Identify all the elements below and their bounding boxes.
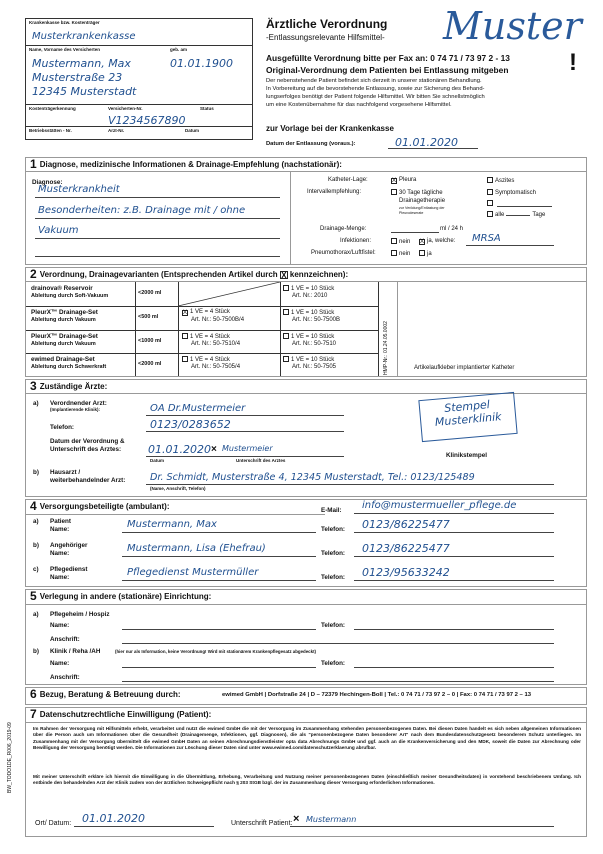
stamp-line-2: Musterklinik [434, 410, 503, 429]
diagnose-value-1[interactable]: Musterkrankheit [38, 184, 120, 195]
verordnender-arzt-sub: (Implantierende Klinik): [50, 407, 101, 412]
hmp-number: HMP-Nr.: 01.24.05.0002 [383, 321, 389, 375]
pneumothorax-nein-checkbox[interactable]: nein [391, 250, 410, 258]
drainage-product-name: PleurX™ Drainage-Set [31, 333, 98, 340]
intro-text-4: um eine Kostenübernahme für das nachfolgend vorgesehene Hilfsmittel. [266, 102, 452, 108]
variant-10-checkbox[interactable]: 1 VE = 10 Stück [283, 333, 334, 341]
s4-row-telefon-value[interactable]: 0123/95633242 [362, 566, 450, 579]
kk-value[interactable]: Musterkrankenkasse [32, 31, 136, 42]
s4-row-name-label: Name: [50, 526, 70, 533]
pneumothorax-label: Pneumothorax/Luftfistel: [311, 250, 376, 256]
klinik-reha-small: (hier nur als Information, keine Verordnung! Wird mit stationärem Krankenpflegesatz abgedeckt) [115, 649, 316, 654]
s4-row-role: Angehöriger [50, 542, 88, 549]
s4-row-name-value[interactable]: Mustermann, Max [127, 519, 217, 530]
kk-label: Krankenkasse bzw. Kostenträger [29, 20, 100, 25]
drainage-volume: <1000 ml [138, 338, 162, 344]
s3-b-index: b) [33, 469, 39, 476]
datum-verordnung-label-2: Unterschrift des Arztes: [50, 446, 122, 453]
s4-row-name-label: Name: [50, 574, 70, 581]
form-subtitle: -Entlassungsrelevante Hilfsmittel- [266, 33, 385, 42]
s4-row-telefon-value[interactable]: 0123/86225477 [362, 542, 450, 555]
s5a-telefon-label: Telefon: [321, 622, 346, 629]
section-4-title: 4 Versorgungsbeteiligte (ambulant): [30, 499, 170, 513]
s4-row-telefon-label: Telefon: [321, 550, 346, 557]
ewimed-contact: ewimed GmbH | Dorfstraße 24 | D – 72379 Hechingen-Boll | Tel.: 0 74 71 / 73 97 2 – 0 | Fax: 0 74 71 / 73 97 2 – 13 [222, 692, 532, 698]
unterschrift-small: Unterschrift des Arztes [236, 458, 286, 463]
variant-4-checkbox[interactable]: 1 VE = 4 Stück [182, 356, 230, 364]
arzt-label: Arzt-Nr. [108, 128, 125, 133]
s3-telefon-value[interactable]: 0123/0283652 [150, 418, 231, 431]
datenschutz-paragraph-1: Im Rahmen der Versorgung mit Hilfsmitteln erhebt, verarbeitet und nutzt die ewimed GmbH die mit der Versorgung im Zusammenhang stehenden personenbezogenen Daten. Bei diesen Daten handelt es sich neben allgemeinen Informationen über die Person auch um Informationen über die Gesundheit (Drainagemenge, Infektionen, ggf. Diagnosen), die als "personenbezogene Daten besonderer Art" nach dem Bundesdatenschutzgesetz besonderem Schutz unterliegen. Im Zusammenhang mit der Versorgung übermittelt die ewimed GmbH Daten an seinen Abrechnungsdienstleister opta data Abrechnungs GmbH und ggf. auch an die Krankenversicherung und den MDK, soweit die Daten zur Abrechnung oder Bewilligung der Versorgung benötigt werden. Die Informationen zur Löschung dieser Daten sind unter www.ewimed.com/datenschutzerklaerung abrufbar. [33, 726, 581, 751]
verordnender-arzt-label: Verordnender Arzt: [50, 400, 107, 407]
diagnose-label: Diagnose: [32, 179, 63, 186]
s5a-name-label: Name: [50, 622, 70, 629]
s5-a-index: a) [33, 611, 39, 618]
section-2-title: 2 Verordnung, Drainagevarianten (Entsprechenden Artikel durch X kennzeichnen): [30, 267, 349, 281]
vnr-label: Versicherten-Nr. [108, 106, 143, 111]
drainage-menge-unit: ml / 24 h [440, 226, 464, 232]
intro-text-2: In Vorbereitung auf die bevorstehende Entlassung, sowie zur Sicherung des Behand- [266, 86, 485, 92]
aufkleber-box [397, 282, 587, 377]
variant-4-artnr: Art. Nr.: 50-7510/4 [191, 341, 241, 347]
entlassung-label: Datum der Entlassung (voraus.): [266, 141, 356, 147]
status-label: Status [200, 106, 214, 111]
datum-label: Datum [185, 128, 200, 133]
infektionen-label: Infektionen: [340, 238, 372, 244]
drainage-product-sub: Ableitung durch Vakuum [31, 317, 96, 323]
variant-10-checkbox[interactable]: 1 VE = 10 Stück [283, 356, 334, 364]
pneumothorax-ja-checkbox[interactable]: ja [419, 250, 432, 258]
name-value[interactable]: Mustermann, Max [32, 57, 131, 70]
variant-4-artnr: Art. Nr.: 50-7500B/4 [191, 317, 245, 323]
tage30-checkbox[interactable]: 30 Tage tägliche [391, 189, 443, 197]
s5b-anschrift-label: Anschrift: [50, 674, 80, 681]
kt-label: Kostenträgerkennung [29, 106, 76, 111]
unterschrift-patient-label: Unterschrift Patient: [231, 820, 293, 827]
klinik-stamp [418, 392, 517, 442]
variant-4-artnr: Art. Nr.: 50-7505/4 [191, 364, 241, 370]
drainage-volume: <2000 ml [138, 290, 162, 296]
klinik-reha-label: Klinik / Reha /AH [50, 648, 101, 655]
hausarzt-value[interactable]: Dr. Schmidt, Musterstraße 4, 12345 Musterstadt, Tel.: 0123/125489 [150, 472, 475, 483]
entlassung-value[interactable]: 01.01.2020 [395, 136, 458, 149]
blank-checkbox[interactable] [487, 200, 495, 208]
s4-row-telefon-label: Telefon: [321, 574, 346, 581]
email-label: E-Mail: [321, 507, 342, 514]
s4-row-name-value[interactable]: Pflegedienst Mustermüller [127, 567, 259, 578]
s3-telefon-label: Telefon: [50, 424, 75, 431]
s4-row-role: Pflegedienst [50, 566, 88, 573]
datum-verordnung-value[interactable]: 01.01.2020 [148, 443, 211, 456]
pflegeheim-label: Pflegeheim / Hospiz [50, 611, 110, 618]
infektion-ja-checkbox[interactable]: X ja, welche: [420, 238, 456, 245]
aufkleber-label: Artikelaufkleber implantierter Katheter [414, 365, 515, 371]
pleura-checkbox[interactable]: X Pleura [392, 177, 417, 184]
infektion-nein-checkbox[interactable]: nein [391, 238, 410, 246]
muster-watermark: Muster [443, 4, 582, 48]
section-1-title: 1 Diagnose, medizinische Informationen & Drainage-Empfehlung (nachstationär): [30, 157, 342, 171]
variant-4-checkbox[interactable]: 1 VE = 4 Stück [182, 333, 230, 341]
signature-x: × [211, 444, 217, 455]
s4-row-index: c) [33, 566, 39, 573]
section-3-title: 3 Zuständige Ärzte: [30, 379, 108, 393]
katheter-lage-label: Katheter-Lage: [328, 177, 368, 183]
section-7-title: 7 Datenschutzrechtliche Einwilligung (Patient): [30, 707, 212, 721]
datenschutz-paragraph-2: Mit meiner Unterschrift erkläre ich hiermit die Einwilligung in die Übermittlung, Erhebung, Verarbeitung und Nutzung meiner personenbezogenen Daten (einschließlich meiner Gesundheitsdaten) in vorstehend beschriebenem Umfang. Ich entbinde den behandelnden Arzt der Klinik zudem von der ärztlichen Schweigepflicht nach § 203 StGB bzgl. der im Zusammenhang dieser Versorgung erforderlichen Informationen. [33, 774, 581, 786]
s4-row-telefon-label: Telefon: [321, 526, 346, 533]
s4-row-telefon-value[interactable]: 0123/86225477 [362, 518, 450, 531]
exclamation-mark: ! [569, 49, 577, 76]
s4-row-name-value[interactable]: Mustermann, Lisa (Ehefrau) [127, 543, 266, 554]
street-value[interactable]: Musterstraße 23 [32, 71, 123, 84]
drainage-volume: <2000 ml [138, 361, 162, 367]
variant-4-checkbox[interactable]: X 1 VE = 4 Stück [183, 309, 230, 316]
infektion-value[interactable]: MRSA [472, 233, 501, 244]
section-5-title: 5 Verlegung in andere (stationäre) Einrichtung: [30, 589, 212, 603]
drainagetherapie-small: zur Verödung/Entlastung der Pleurodeserate [399, 206, 445, 215]
intro-text-3: lungserfolges benötigt der Patient folgende Hilfsmittel. Wir bitten Sie schnellstmöglich [266, 94, 485, 100]
drainage-product-name: PleurX™ Drainage-Set [31, 309, 98, 316]
fax-line: Ausgefüllte Verordnung bitte per Fax an: 0 74 71 / 73 97 2 - 13 [266, 53, 510, 63]
geb-value[interactable]: 01.01.1900 [170, 57, 233, 70]
vnr-value[interactable]: V1234567890 [108, 114, 186, 127]
drainage-product-sub: Ableitung durch Vakuum [31, 341, 96, 347]
s4-row-index: b) [33, 542, 39, 549]
geb-label: geb. am [170, 47, 188, 52]
verordnender-arzt-value[interactable]: OA Dr.Mustermeier [150, 403, 246, 414]
diagnose-value-3[interactable]: Vakuum [38, 225, 79, 236]
drainage-volume: <500 ml [138, 314, 159, 320]
variant-10-artnr: Art. Nr.: 50-7505 [292, 364, 337, 370]
klinikstempel-label: Klinikstempel [446, 452, 487, 459]
aszites-checkbox[interactable]: Aszites [487, 177, 514, 185]
diagnose-value-2[interactable]: Besonderheiten: z.B. Drainage mit / ohne [38, 205, 246, 216]
datum-verordnung-label-1: Datum der Verordnung & [50, 438, 125, 445]
variant-10-checkbox[interactable]: 1 VE = 10 Stück [283, 285, 334, 293]
section-6-title: 6 Bezug, Beratung & Betreuung durch: [30, 687, 181, 701]
s5b-name-label: Name: [50, 660, 70, 667]
drainage-product-sub: Ableitung durch Schwerkraft [31, 364, 107, 370]
ort-datum-label: Ort/ Datum: [35, 820, 72, 827]
patient-signature[interactable]: Mustermann [306, 815, 357, 824]
s3-a-index: a) [33, 400, 39, 407]
drainage-product-sub: Ableitung durch Soft-Vakuum [31, 293, 109, 299]
arzt-signature[interactable]: Mustermeier [222, 444, 273, 453]
drainagetherapie-label: Drainagetherapie [399, 198, 446, 204]
variant-10-artnr: Art. Nr.: 2010 [292, 293, 328, 299]
stamp-line-1: Stempel [443, 398, 491, 416]
s5-b-index: b) [33, 648, 39, 655]
hausarzt-label-2: weiterbehandelnder Arzt: [50, 477, 126, 484]
drainage-product-name: drainova® Reservoir [31, 285, 93, 292]
s4-row-index: a) [33, 518, 39, 525]
patient-signature-x: × [293, 813, 300, 825]
s5b-telefon-label: Telefon: [321, 660, 346, 667]
original-line: Original-Verordnung dem Patienten bei Entlassung mitgeben [266, 65, 509, 75]
name-label: Name, Vorname des Versicherten [29, 47, 100, 52]
datum-small: Datum [150, 458, 165, 463]
hausarzt-label-1: Hausarzt / [50, 469, 81, 476]
variant-10-checkbox[interactable]: 1 VE = 10 Stück [283, 309, 334, 317]
s5a-anschrift-label: Anschrift: [50, 636, 80, 643]
hausarzt-small: (Name, Anschrift, Telefon) [150, 486, 206, 491]
city-value[interactable]: 12345 Musterstadt [32, 85, 137, 98]
s4-row-name-label: Name: [50, 550, 70, 557]
form-title: Ärztliche Verordnung [266, 17, 388, 31]
document-code: BW_TODO1DE_R006_2019-09 [7, 722, 13, 793]
strike-diagonal [178, 282, 280, 306]
email-value[interactable]: info@mustermueller_pflege.de [362, 500, 517, 511]
variant-10-artnr: Art. Nr.: 50-7500B [292, 317, 341, 323]
drainage-menge-label: Drainage-Menge: [320, 226, 367, 232]
vorlage-text: zur Vorlage bei der Krankenkasse [266, 124, 394, 133]
symptomatisch-checkbox[interactable]: Symptomatisch [487, 189, 536, 197]
intro-text-1: Der nebenstehende Patient befindet sich derzeit in unserer stationären Behandlung. [266, 78, 482, 84]
bs-label: Betriebsstätten - Nr. [29, 128, 72, 133]
alle-tage-checkbox[interactable]: alle Tage [487, 211, 545, 219]
variant-10-artnr: Art. Nr.: 50-7510 [292, 341, 337, 347]
ort-datum-value[interactable]: 01.01.2020 [82, 812, 145, 825]
drainage-product-name: ewimed Drainage-Set [31, 356, 95, 363]
s4-row-role: Patient [50, 518, 71, 525]
intervall-label: Intervallempfehlung: [307, 189, 362, 195]
